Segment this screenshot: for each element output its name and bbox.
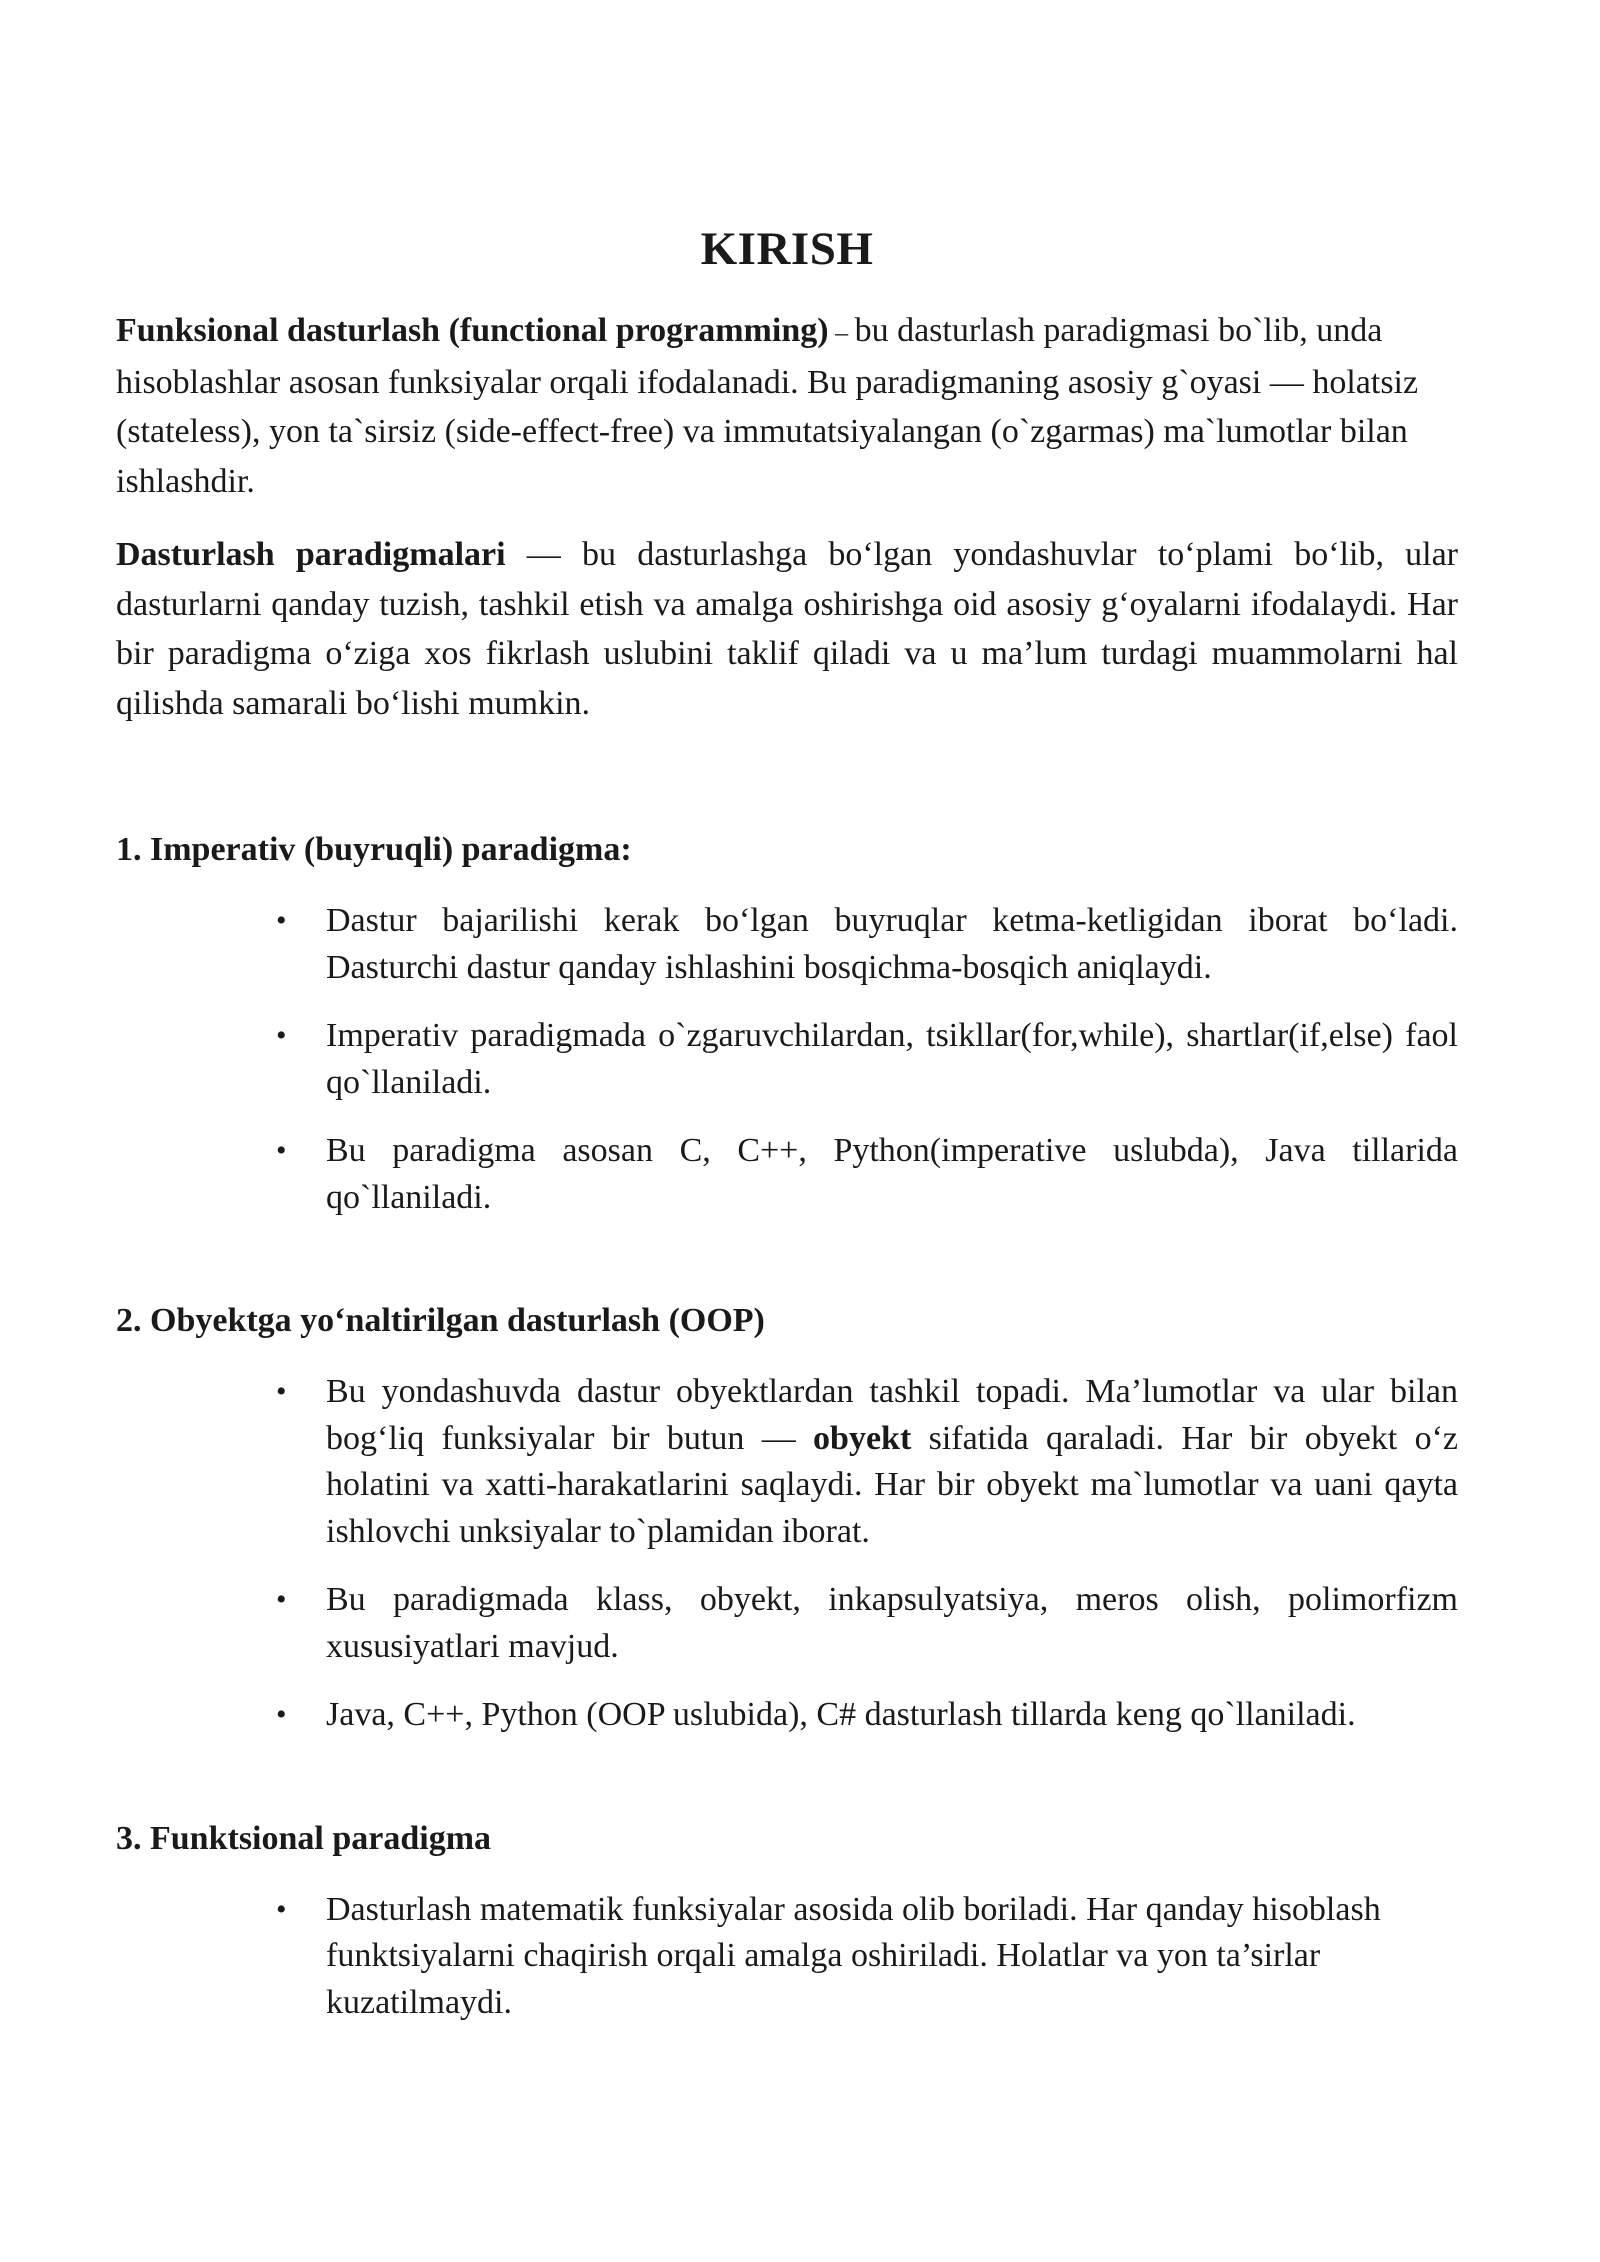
intro-term: Funksional dasturlash (functional programming) <box>116 312 829 349</box>
bullet-list-imperativ <box>116 898 1458 1221</box>
bullet-icon: • <box>276 1583 287 1616</box>
bullet-icon: • <box>276 1375 287 1408</box>
paradigms-term: Dasturlash paradigmalari <box>116 536 506 573</box>
section-heading-imperativ: 1. Imperativ (buyruqli) paradigma: <box>116 831 632 868</box>
bullet-list-oop <box>116 1369 1458 1739</box>
list-item: • Bu paradigmada klass, obyekt, inkapsulyatsiya, meros olish, polimorfizm xususiyatlari mavjud. <box>326 1577 1458 1670</box>
list-item: • Bu yondashuvda dastur obyektlardan tashkil topadi. Ma’lumotlar va ular bilan bog‘liq funksiyalar bir butun — obyekt sifatida qaraladi. Har bir obyekt o‘z holatini va xatti-harakatlarini saqlaydi. Har bir obyekt ma`lumotlar va uani qayta ishlovchi unksiyalar to`plamidan iborat. <box>326 1369 1458 1555</box>
intro-paragraph <box>116 306 1458 506</box>
section-heading-oop: 2. Obyektga yo‘naltirilgan dasturlash (OOP) <box>116 1302 765 1339</box>
intro-text: bu dasturlash paradigmasi bo`lib, unda hisoblashlar asosan funksiyalar orqali ifodalanadi. Bu paradigmaning asosiy g`oyasi — holatsiz (stateless), yon ta`sirsiz (side-effect-free) va immutatsiyalangan (o`zgarmas) ma`lumotlar bilan ishlashdir. <box>116 312 1419 500</box>
emphasis-obyekt: obyekt <box>813 1419 912 1457</box>
list-item: • Dastur bajarilishi kerak bo‘lgan buyruqlar ketma-ketligidan iborat bo‘ladi. Dasturchi dastur qanday ishlashini bosqichma-bosqich aniqlaydi. <box>326 898 1458 991</box>
list-item: • Bu paradigma asosan C, C++, Python(imperative uslubda), Java tillarida qo`llaniladi. <box>326 1128 1458 1221</box>
paradigms-paragraph <box>116 530 1458 728</box>
list-item: • Java, C++, Python (OOP uslubida), C# dasturlash tillarda keng qo`llaniladi. <box>326 1692 1458 1739</box>
section-heading-funktsional: 3. Funktsional paradigma <box>116 1819 492 1857</box>
bullet-icon: • <box>276 1019 287 1052</box>
bullet-icon: • <box>276 904 287 937</box>
page-title: KIRISH <box>700 223 874 275</box>
list-item: • Dasturlash matematik funksiyalar asosida olib boriladi. Har qanday hisoblash funktsiyalarni chaqirish orqali amalga oshiriladi. Holatlar va yon ta’sirlar kuzatilmaydi. <box>326 1887 1458 2027</box>
bullet-list-funktsional <box>116 1887 1458 2027</box>
paradigms-text: — bu dasturlashga bo‘lgan yondashuvlar to‘plami bo‘lib, ular dasturlarni qanday tuzish, tashkil etish va amalga oshirishga oid asosiy g‘oyalarni ifodalaydi. Har bir paradigma o‘ziga xos fikrlash uslubini taklif qiladi va u ma’lum turdagi muammolarni hal qilishda samarali bo‘lishi mumkin. <box>116 536 1459 722</box>
bullet-icon: • <box>276 1698 287 1731</box>
list-item: • Imperativ paradigmada o`zgaruvchilardan, tsikllar(for,while), shartlar(if,else) faol qo`llaniladi. <box>326 1013 1458 1106</box>
bullet-icon: • <box>276 1892 287 1926</box>
bullet-icon: • <box>276 1134 287 1167</box>
intro-dash: – <box>828 318 855 347</box>
